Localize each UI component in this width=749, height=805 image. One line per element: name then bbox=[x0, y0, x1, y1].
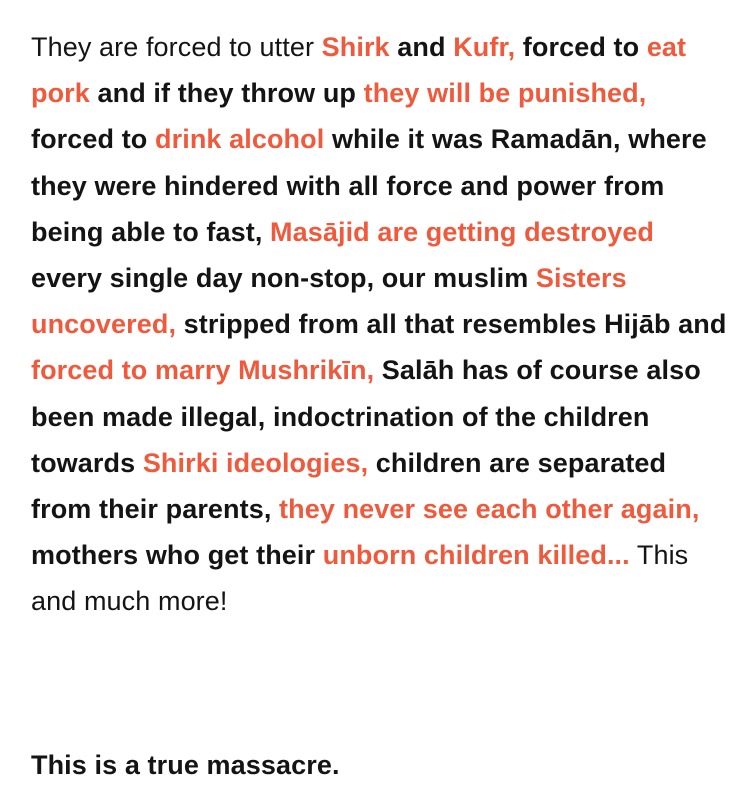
text-segment: children are separated from their parents, bbox=[31, 447, 667, 525]
highlight-segment: Sisters uncovered, bbox=[31, 263, 627, 340]
text-segment: forced to bbox=[515, 32, 647, 62]
closing-statement: This is a true massacre. bbox=[31, 750, 340, 780]
highlight-segment: Masājid are getting destroyed bbox=[270, 216, 655, 247]
text-segment: They are forced to utter bbox=[31, 32, 322, 62]
highlight-segment: eat pork bbox=[31, 32, 687, 109]
highlight-segment: Shirk bbox=[321, 32, 390, 62]
highlight-segment: unborn children killed... bbox=[322, 540, 630, 571]
highlight-segment: forced to marry Mushrikīn, bbox=[31, 355, 375, 386]
text-segment: while it was Ramadān, where they were hindered with all force and power from being able to fast, bbox=[31, 124, 707, 247]
highlight-segment: Shirki ideologies, bbox=[142, 447, 369, 478]
article-body bbox=[31, 24, 731, 780]
text-segment: and bbox=[389, 32, 454, 62]
main-paragraph bbox=[31, 24, 731, 625]
text-segment: forced to bbox=[31, 124, 156, 155]
text-segment: every single day non-stop, our muslim bbox=[31, 263, 536, 294]
text-segment: Salāh has of course also been made illegal, indoctrination of the children towards bbox=[31, 355, 701, 478]
text-segment: and if they throw up bbox=[89, 78, 364, 109]
highlight-segment: drink alcohol bbox=[155, 124, 325, 155]
highlight-segment: they will be punished, bbox=[363, 78, 647, 109]
text-segment: This and much more! bbox=[31, 540, 689, 617]
highlight-segment: Kufr, bbox=[453, 32, 516, 62]
text-segment: stripped from all that resembles Hijāb and bbox=[176, 309, 727, 340]
highlight-segment: they never see each other again, bbox=[279, 494, 700, 525]
text-segment: mothers who get their bbox=[31, 540, 323, 571]
